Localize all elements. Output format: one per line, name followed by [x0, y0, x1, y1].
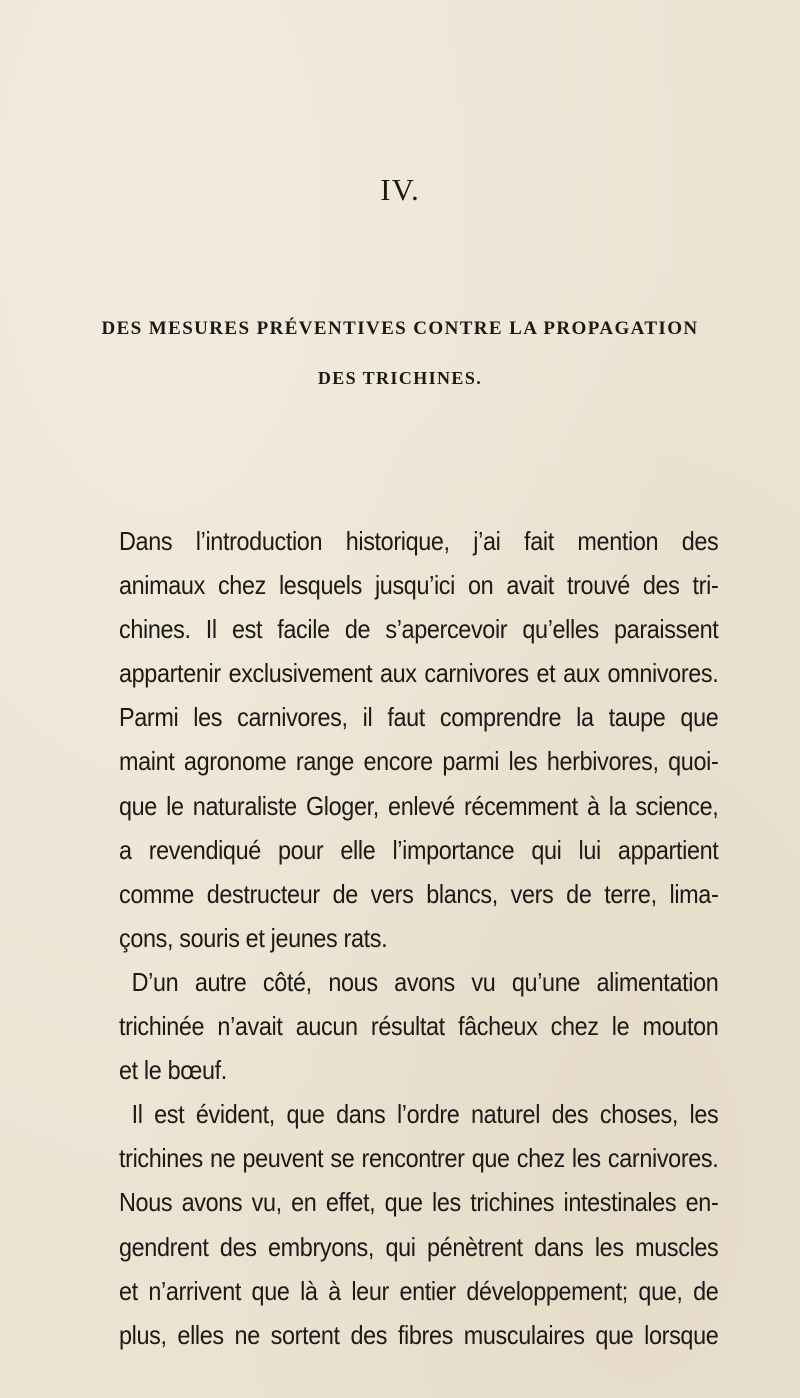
text-line: animaux chez lesquels jusqu’ici on avait trouvé des tri- [119, 570, 719, 601]
text-line: trichines ne peuvent se rencontrer que chez les carnivores. [119, 1143, 719, 1174]
text-line: Il est évident, que dans l’ordre naturel des choses, les [131, 1099, 719, 1130]
text-line: trichinée n’avait aucun résultat fâcheux chez le mouton [119, 1011, 719, 1042]
text-line: que le naturaliste Gloger, enlevé récemment à la science, [119, 790, 719, 821]
text-line: a revendiqué pour elle l’importance qui lui appartient [119, 834, 719, 865]
text-line: maint agronome range encore parmi les herbivores, quoi- [119, 746, 719, 777]
text-line: plus, elles ne sortent des fibres musculaires que lorsque [119, 1319, 719, 1350]
text-line: D’un autre côté, nous avons vu qu’une alimentation [131, 966, 719, 997]
body-text [119, 519, 719, 1357]
text-line: Nous avons vu, en effet, que les trichines intestinales en- [119, 1187, 719, 1218]
text-line: et le bœuf. [119, 1055, 227, 1086]
text-line: Parmi les carnivores, il faut comprendre la taupe que [119, 702, 719, 733]
text-line: Dans l’introduction historique, j’ai fait mention des [119, 526, 719, 556]
chapter-heading-line-1: DES MESURES PRÉVENTIVES CONTRE LA PROPAGATION [101, 318, 699, 339]
chapter-heading-line-2: DES TRICHINES. [317, 368, 483, 388]
text-line: çons, souris et jeunes rats. [119, 922, 388, 953]
text-line: gendrent des embryons, qui pénètrent dans les muscles [119, 1231, 719, 1262]
text-line: comme destructeur de vers blancs, vers de terre, lima- [119, 878, 719, 909]
text-line: appartenir exclusivement aux carnivores et aux omnivores. [119, 658, 719, 689]
text-line: et n’arrivent que là à leur entier développement; que, de [119, 1275, 719, 1306]
text-line: chines. Il est facile de s’apercevoir qu’elles paraissent [119, 614, 719, 645]
chapter-number: IV. [380, 172, 420, 207]
